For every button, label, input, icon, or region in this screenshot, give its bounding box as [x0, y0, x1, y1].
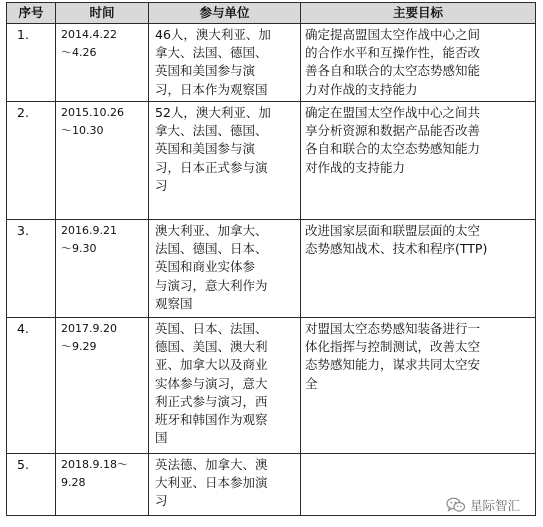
cell-time: 2014.4.22 ～4.26: [56, 24, 149, 102]
cell-goal: 改进国家层面和联盟层面的太空 态势感知战术、技术和程序(TTP): [301, 220, 536, 318]
cell-participants: 52人，澳大利亚、加 拿大、法国、德国、 英国和美国参与演 习，日本正式参与演 习: [149, 102, 301, 220]
wechat-icon: [446, 497, 466, 513]
cell-participants: 英国、日本、法国、 德国、美国、澳大利 亚、加拿大以及商业 实体参与演习，意大 利正式参与演习，西 班牙和韩国作为观察 国: [149, 318, 301, 454]
table-row: [7, 102, 536, 220]
header-participants: 参与单位: [149, 3, 301, 24]
header-row: [7, 3, 536, 24]
header-time: 时间: [56, 3, 149, 24]
header-goal: 主要目标: [301, 3, 536, 24]
table-row: [7, 220, 536, 318]
cell-goal: 对盟国太空态势感知装备进行一 体化指挥与控制测试，改善太空 态势感知能力，谋求共同太空安 全: [301, 318, 536, 454]
cell-no: 2.: [7, 102, 56, 220]
cell-goal: 确定提高盟国太空作战中心之间 的合作水平和互操作性，能否改 善各自和联合的太空态势感知能 力对作战的支持能力: [301, 24, 536, 102]
watermark: [446, 496, 520, 514]
cell-goal: 确定在盟国太空作战中心之间共 享分析资源和数据产品能否改善 各自和联合的太空态势感知能力 对作战的支持能力: [301, 102, 536, 220]
cell-participants: 英法德、加拿大、澳 大利亚、日本参加演 习: [149, 454, 301, 516]
cell-time: 2017.9.20 ～9.29: [56, 318, 149, 454]
table-row: [7, 318, 536, 454]
cell-time: 2018.9.18～ 9.28: [56, 454, 149, 516]
cell-time: 2016.9.21 ～9.30: [56, 220, 149, 318]
cell-time: 2015.10.26 ～10.30: [56, 102, 149, 220]
cell-participants: 46人，澳大利亚、加 拿大、法国、德国、 英国和美国参与演 习，日本作为观察国: [149, 24, 301, 102]
header-no: 序号: [7, 3, 56, 24]
table-row: [7, 24, 536, 102]
cell-no: 4.: [7, 318, 56, 454]
cell-participants: 澳大利亚、加拿大、 法国、德国、日本、 英国和商业实体参 与演习，意大利作为 观察国: [149, 220, 301, 318]
cell-no: 3.: [7, 220, 56, 318]
cell-no: 1.: [7, 24, 56, 102]
exercise-table: [6, 2, 536, 516]
watermark-text: 星际智汇: [470, 498, 521, 513]
cell-no: 5.: [7, 454, 56, 516]
